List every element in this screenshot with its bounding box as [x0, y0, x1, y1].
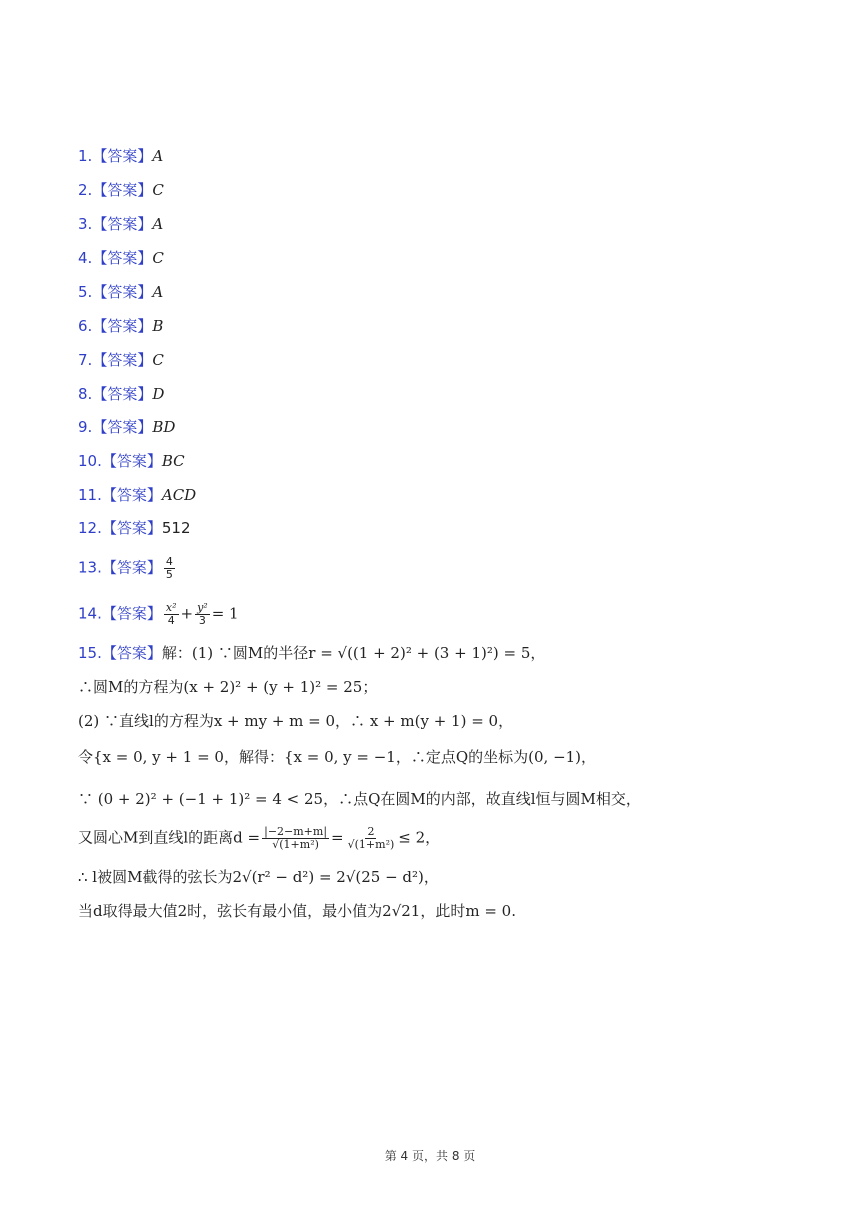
answer-value: 512	[161, 519, 191, 537]
answer-tag: 【答案】	[92, 418, 153, 436]
answer-11	[78, 485, 196, 505]
page-footer: 第 4 页，共 8 页	[384, 1149, 476, 1163]
answer-tag: 【答案】	[92, 181, 153, 199]
answer-value: A	[152, 215, 164, 233]
question-number: 11.	[78, 486, 102, 504]
question-number: 12.	[78, 519, 102, 537]
answer-14: 14.【答案】 $\frac{\text{x²}}{4}$ + $\frac{\text{y²}}{3}$ = 1	[78, 601, 239, 627]
answer-tag: 【答案】	[92, 249, 153, 267]
answer-tag: 【答案】	[92, 385, 153, 403]
answer-value: C	[152, 249, 164, 267]
answer-tag: 【答案】	[92, 317, 153, 335]
question-number: 10.	[78, 452, 102, 470]
solution-line-1: 15.【答案】解：(1) ∵圆M的半径r = √((1 + 2)² + (3 + 1)²) = 5，	[78, 644, 546, 662]
question-number: 2.	[78, 181, 93, 199]
question-number: 1.	[78, 147, 93, 165]
question-number: 4.	[78, 249, 93, 267]
answer-5	[78, 282, 163, 302]
answer-tag: 【答案】	[92, 147, 153, 165]
answer-value: BD	[152, 418, 176, 436]
answer-value: D	[152, 385, 165, 403]
answer-9	[78, 417, 175, 437]
fraction: $\frac{4}{5}$	[165, 555, 173, 581]
solution-line-6: 又圆心M到直线l的距离d = $\frac{|-2-m+m|}{\text{√(1+m²)}}$ = $\frac{2}{\text{√(1+m²)}}$ ≤ 2，	[78, 825, 441, 851]
answer-tag: 【答案】	[101, 558, 162, 577]
answer-tag: 【答案】	[101, 452, 162, 470]
solution-line-2: ∴圆M的方程为(x + 2)² + (y + 1)² = 25；	[78, 678, 378, 696]
question-number: 3.	[78, 215, 93, 233]
answer-13	[78, 556, 177, 581]
answer-3	[78, 214, 163, 234]
question-number: 15.	[78, 644, 102, 662]
answer-value: ACD	[161, 486, 197, 504]
answer-7	[78, 350, 164, 370]
answer-4	[78, 248, 164, 268]
answer-value: BC	[161, 452, 185, 470]
fraction-y: $\frac{\text{y²}}{3}$	[197, 601, 208, 627]
solution-line-3: (2) ∵直线l的方程为x + my + m = 0，∴ x + m(y + 1) = 0，	[78, 712, 514, 730]
answer-value: C	[152, 351, 164, 369]
answer-1	[78, 146, 163, 166]
answer-value: C	[152, 181, 164, 199]
answer-2	[78, 180, 164, 200]
question-number: 13.	[78, 558, 102, 577]
solution-line-4: 令{x = 0, y + 1 = 0，解得：{x = 0, y = −1，∴定点Q的坐标为(0, −1)，	[78, 748, 597, 766]
solution-line-7: ∴ l被圆M截得的弦长为2√(r² − d²) = 2√(25 − d²)，	[78, 868, 439, 886]
answer-tag: 【答案】	[101, 486, 162, 504]
answer-value: A	[152, 147, 164, 165]
distance-fraction-simplified: $\frac{2}{\text{√(1+m²)}}$	[347, 825, 395, 851]
answer-10	[78, 451, 185, 471]
question-number: 6.	[78, 317, 93, 335]
answer-tag: 【答案】	[92, 215, 153, 233]
distance-fraction: $\frac{|-2-m+m|}{\text{√(1+m²)}}$	[264, 825, 328, 851]
solution-line-5: ∵ (0 + 2)² + (−1 + 1)² = 4 < 25，∴点Q在圆M的内部，故直线l恒与圆M相交，	[78, 790, 641, 808]
question-number: 8.	[78, 385, 93, 403]
answer-tag: 【答案】	[92, 351, 153, 369]
answer-value: A	[152, 283, 164, 301]
answer-tag: 【答案】	[101, 604, 162, 623]
question-number: 14.	[78, 604, 102, 623]
fraction-x: $\frac{\text{x²}}{4}$	[165, 601, 177, 627]
answer-tag: 【答案】	[92, 283, 153, 301]
solution-line-8: 当d取得最大值2时，弦长有最小值，最小值为2√21，此时m = 0.	[78, 902, 516, 920]
question-number: 7.	[78, 351, 93, 369]
answer-8	[78, 384, 164, 404]
answer-value: B	[152, 317, 164, 335]
answer-6	[78, 316, 163, 336]
question-number: 5.	[78, 283, 93, 301]
answer-tag: 【答案】	[101, 644, 162, 662]
question-number: 9.	[78, 418, 93, 436]
answer-12	[78, 518, 191, 538]
answer-tag: 【答案】	[101, 519, 162, 537]
